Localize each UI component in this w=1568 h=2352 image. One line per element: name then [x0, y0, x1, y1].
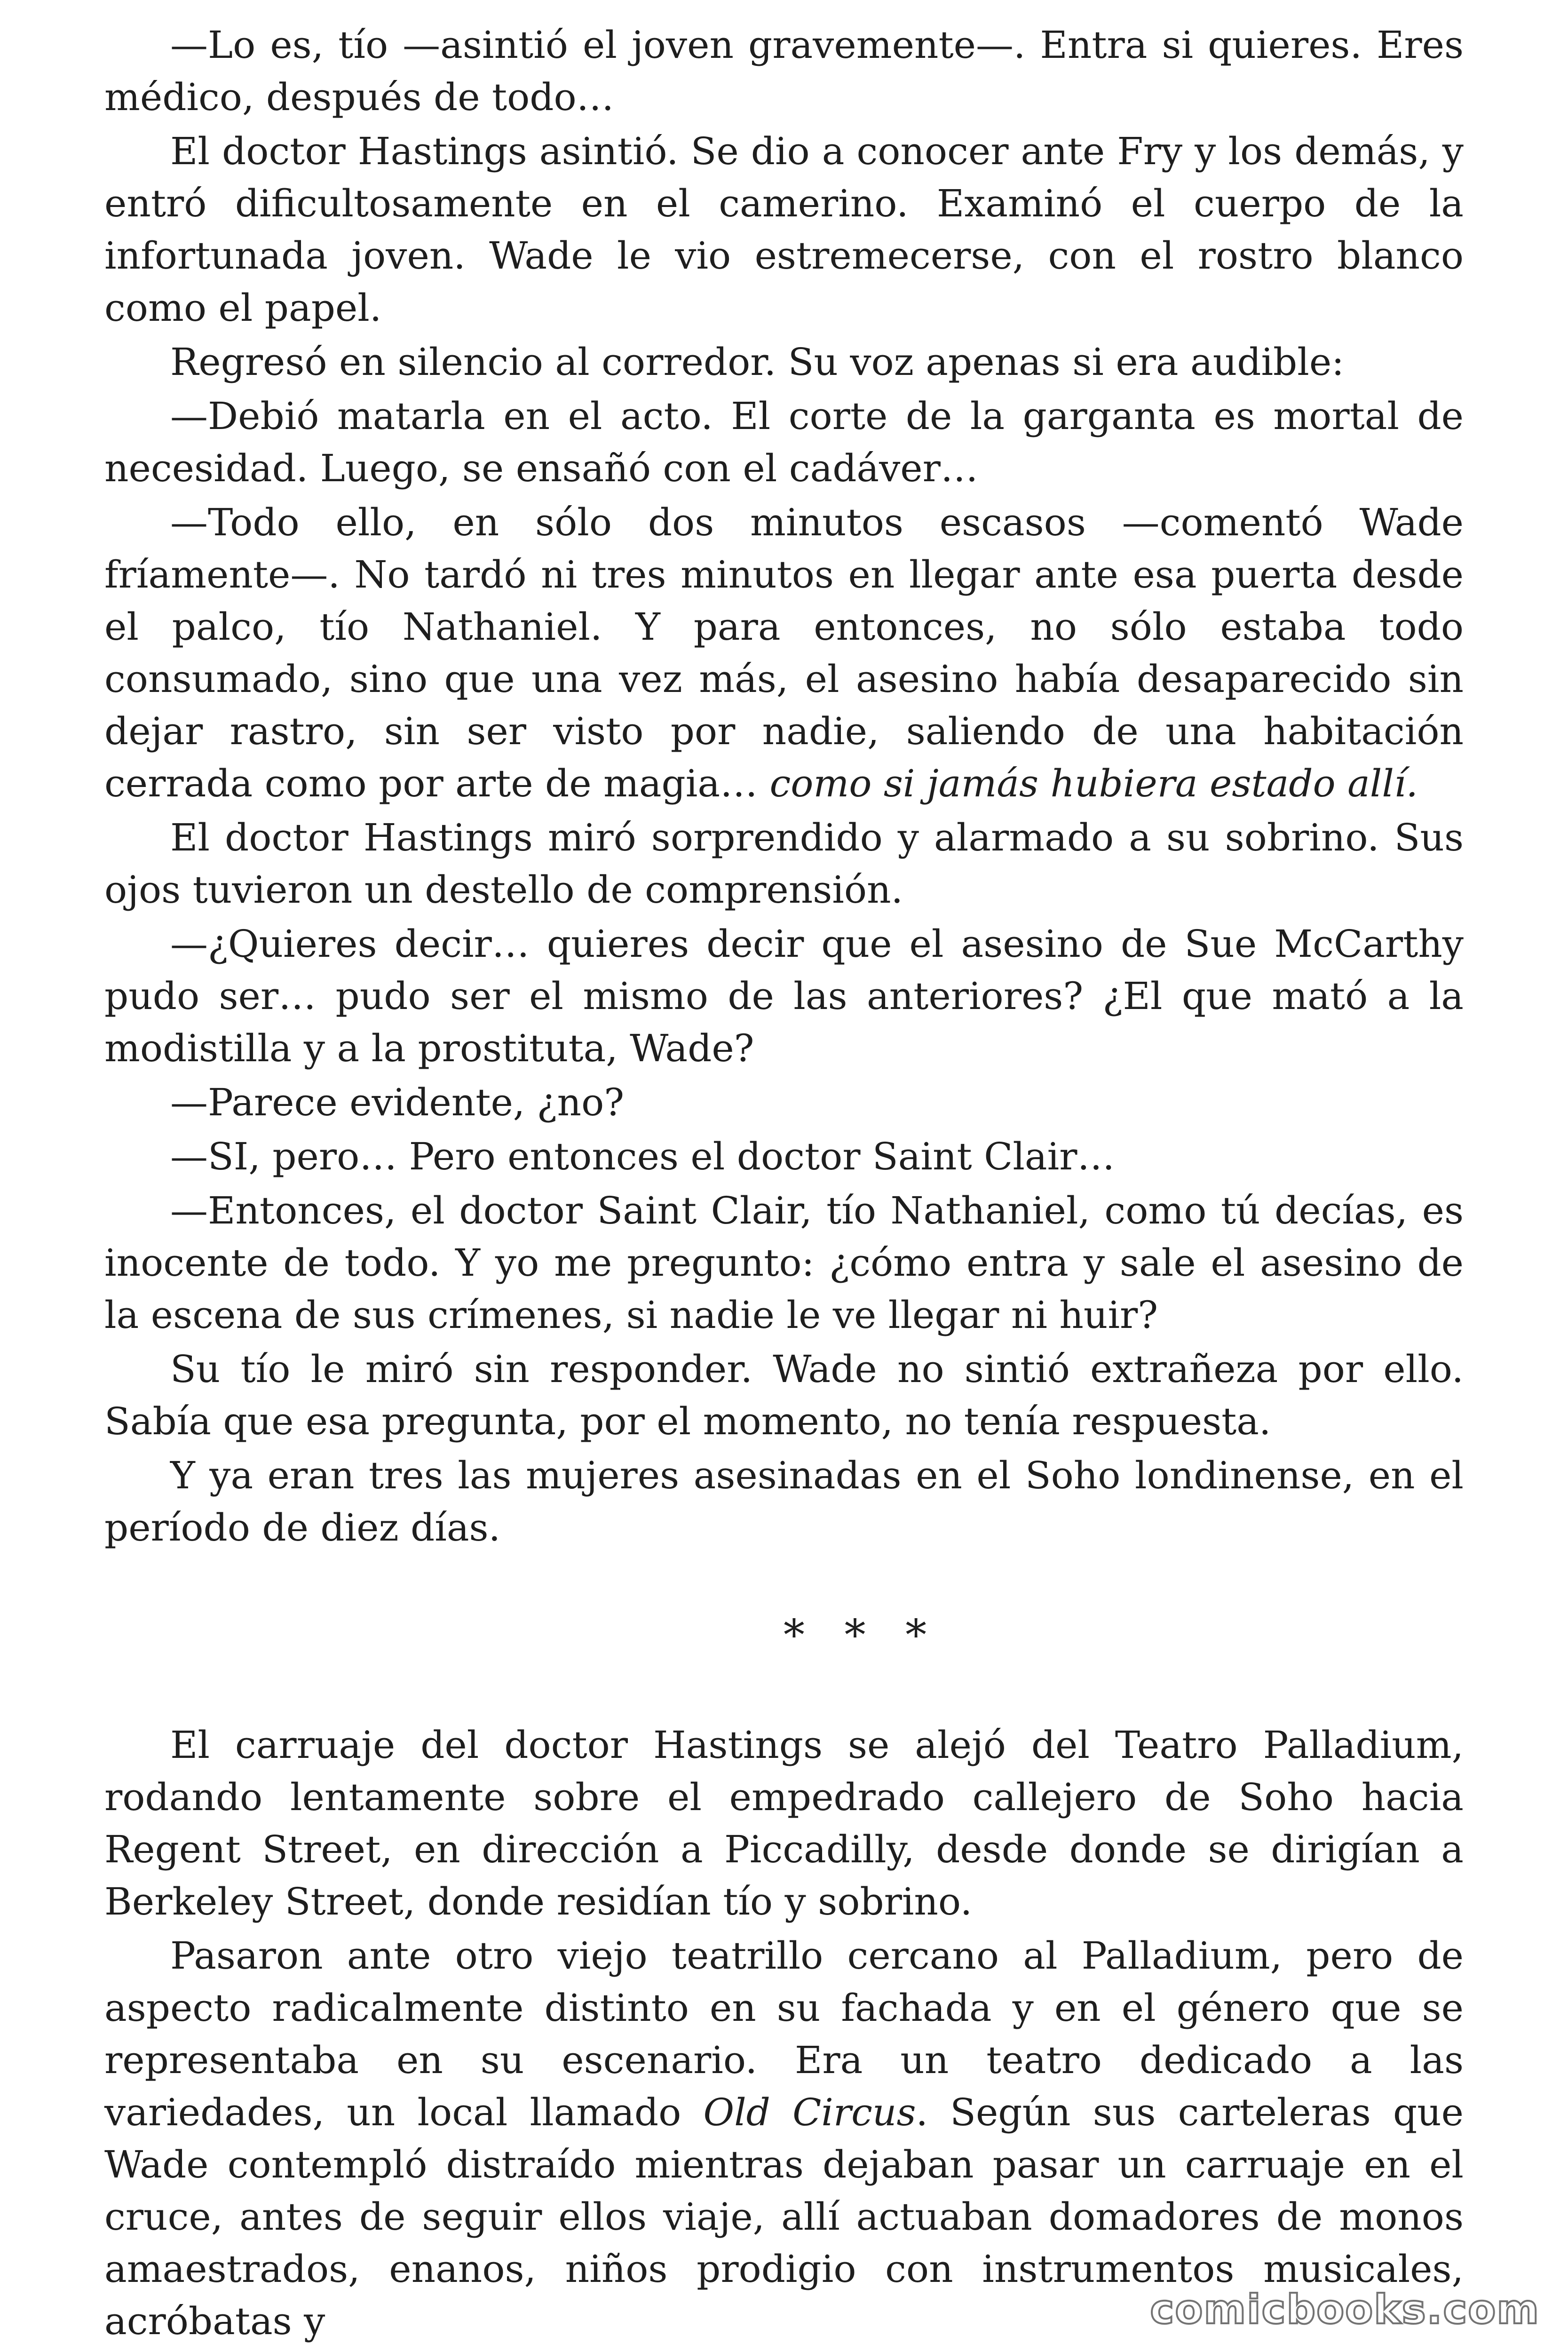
watermark: comicbooks.com	[1150, 2286, 1540, 2333]
paragraph: —SI, pero… Pero entonces el doctor Saint Clair…	[170, 1135, 1115, 1178]
paragraph	[104, 496, 1464, 810]
paragraph: —Entonces, el doctor Saint Clair, tío Nathaniel, como tú decías, es inocente de todo. Y yo me pregunto: ¿cómo entra y sale el asesino de la escena de sus crímenes, si nadie le ve llegar ni huir?	[104, 1189, 1464, 1337]
paragraph-text: —Todo ello, en sólo dos minutos escasos —comentó Wade fríamente—. No tardó ni tres minutos en llegar ante esa puerta desde el palco, tío Nathaniel. Y para entonces, no sólo estaba todo consumado, sino que una vez más, el asesino había desaparecido sin dejar rastro, sin ser visto por nadie, saliendo de una habitación cerrada como por arte de magia…	[104, 501, 1464, 805]
paragraph: —Lo es, tío —asintió el joven gravemente—. Entra si quieres. Eres médico, después de todo…	[104, 23, 1464, 119]
paragraph-italic: como si jamás hubiera estado allí.	[769, 762, 1418, 805]
paragraph: Su tío le miró sin responder. Wade no sintió extrañeza por ello. Sabía que esa pregunta, por el momento, no tenía respuesta.	[104, 1347, 1464, 1443]
paragraph: El doctor Hastings miró sorprendido y alarmado a su sobrino. Sus ojos tuvieron un destello de comprensión.	[104, 816, 1464, 912]
paragraph: Y ya eran tres las mujeres asesinadas en el Soho londinense, en el período de diez días.	[104, 1454, 1464, 1549]
paragraph: —¿Quieres decir… quieres decir que el asesino de Sue McCarthy pudo ser… pudo ser el mismo de las anteriores? ¿El que mató a la modistilla y a la prostituta, Wade?	[104, 922, 1464, 1070]
section-break: * * *	[783, 1611, 940, 1660]
paragraph: El doctor Hastings asintió. Se dio a conocer ante Fry y los demás, y entró dificultosamente en el camerino. Examinó el cuerpo de la infortunada joven. Wade le vio estremecerse, con el rostro blanco como el papel.	[104, 129, 1464, 330]
paragraph: Regresó en silencio al corredor. Su voz apenas si era audible:	[170, 340, 1345, 384]
paragraph: El carruaje del doctor Hastings se alejó del Teatro Palladium, rodando lentamente sobre el empedrado callejero de Soho hacia Regent Street, en dirección a Piccadilly, desde donde se dirigían a Berkeley Street, donde residían tío y sobrino.	[104, 1723, 1464, 1923]
paragraph: —Parece evidente, ¿no?	[170, 1081, 625, 1124]
page-body	[104, 19, 1464, 2349]
paragraph-italic: Old Circus	[703, 2090, 916, 2134]
paragraph	[104, 1930, 1464, 2347]
paragraph-text: Pasaron ante otro viejo teatrillo cercano al Palladium, pero de aspecto radicalmente distinto en su fachada y en el género que se representaba en su escenario. Era un teatro dedicado a las variedades, un local llamado	[104, 1934, 1464, 2134]
paragraph-text-after: . Según sus carteleras que Wade contempló distraído mientras dejaban pasar un carruaje en el cruce, antes de seguir ellos viaje, allí actuaban domadores de monos amaestrados, enanos, niños prodigio con instrumentos musicales, acróbatas y	[104, 2090, 1464, 2343]
paragraph: —Debió matarla en el acto. El corte de la garganta es mortal de necesidad. Luego, se ensañó con el cadáver…	[104, 394, 1464, 490]
